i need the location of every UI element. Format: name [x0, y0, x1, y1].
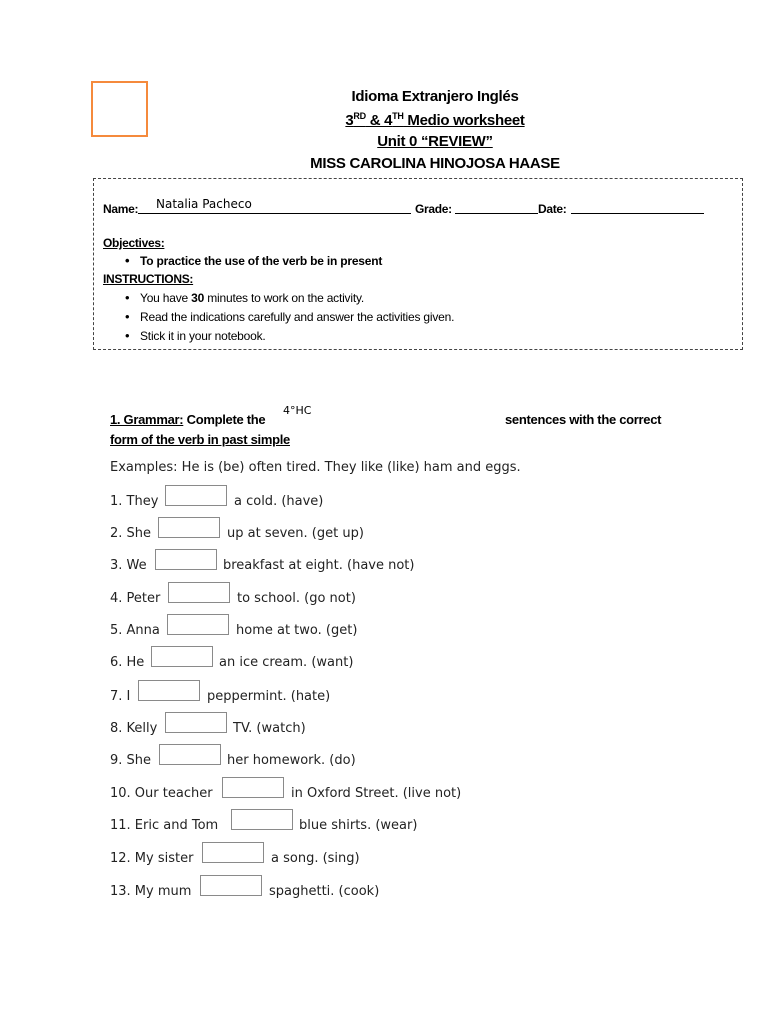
answer-input[interactable]	[138, 680, 200, 701]
sentence-text: 9. She	[110, 753, 152, 768]
answer-input[interactable]	[155, 549, 217, 570]
sentence-text: a song. (sing)	[271, 851, 360, 866]
sentence-text: blue shirts. (wear)	[299, 818, 418, 833]
answer-input[interactable]	[167, 614, 229, 635]
date-field[interactable]	[571, 213, 704, 214]
sentence-text: home at two. (get)	[236, 623, 358, 638]
sentence-text: TV. (watch)	[233, 721, 306, 736]
sentence-text: 12. My sister	[110, 851, 194, 866]
name-value: Natalia Pacheco	[156, 197, 252, 211]
sentence-text: 7. I	[110, 689, 131, 704]
sentence-text: to school. (go not)	[237, 591, 356, 606]
logo-placeholder-box	[91, 81, 148, 137]
header-unit: Unit 0 “REVIEW”	[377, 133, 493, 150]
name-label: Name:	[103, 202, 139, 216]
objectives-list	[94, 254, 694, 273]
objectives-title: Objectives:	[103, 236, 165, 250]
handwritten-annotation: 4°HC	[283, 404, 312, 417]
sentence-text: 3. We	[110, 558, 147, 573]
sentence-text: 10. Our teacher	[110, 786, 213, 801]
sentence-text: up at seven. (get up)	[227, 526, 364, 541]
header-subject: Idioma Extranjero Inglés	[351, 88, 519, 105]
sentence-text: in Oxford Street. (live not)	[291, 786, 462, 801]
answer-input[interactable]	[165, 485, 227, 506]
sentence-text: an ice cream. (want)	[219, 655, 354, 670]
instructions-title: INSTRUCTIONS:	[103, 272, 194, 286]
student-info-box	[93, 178, 743, 350]
answer-input[interactable]	[168, 582, 230, 603]
exercise-title-line2: form of the verb in past simple	[110, 432, 290, 447]
date-label: Date:	[538, 202, 567, 216]
answer-input[interactable]	[151, 646, 213, 667]
sentence-text: 6. He	[110, 655, 145, 670]
header-teacher: MISS CAROLINA HINOJOSA HAASE	[310, 155, 560, 172]
instruction-item: • Read the indications carefully and answer the activities given.	[94, 310, 694, 329]
instructions-list	[94, 291, 694, 348]
sentence-text: peppermint. (hate)	[207, 689, 331, 704]
instruction-item: • Stick it in your notebook.	[94, 329, 694, 348]
sentence-text: 1. They	[110, 494, 159, 509]
sentence-text: 4. Peter	[110, 591, 161, 606]
exercise-title-cont: sentences with the correct	[505, 412, 662, 427]
answer-input[interactable]	[222, 777, 284, 798]
sentence-text: breakfast at eight. (have not)	[223, 558, 415, 573]
answer-input[interactable]	[165, 712, 227, 733]
instruction-item: • You have 30 minutes to work on the activity.	[94, 291, 694, 310]
answer-input[interactable]	[158, 517, 220, 538]
sentence-text: 8. Kelly	[110, 721, 158, 736]
sentence-text: 5. Anna	[110, 623, 160, 638]
sentence-text: spaghetti. (cook)	[269, 884, 380, 899]
grade-field[interactable]	[455, 213, 538, 214]
answer-input[interactable]	[202, 842, 264, 863]
grade-label: Grade:	[415, 202, 452, 216]
header-level: 3RD & 4TH Medio worksheet	[345, 111, 525, 129]
sentence-text: 2. She	[110, 526, 152, 541]
objective-item: • To practice the use of the verb be in present	[94, 254, 694, 273]
answer-input[interactable]	[231, 809, 293, 830]
sentence-text: a cold. (have)	[234, 494, 324, 509]
sentence-text: 13. My mum	[110, 884, 192, 899]
examples-text: Examples: He is (be) often tired. They like (like) ham and eggs.	[110, 460, 521, 475]
exercise-title: 1. Grammar: Complete the	[110, 412, 266, 427]
answer-input[interactable]	[159, 744, 221, 765]
answer-input[interactable]	[200, 875, 262, 896]
sentence-text: 11. Eric and Tom	[110, 818, 219, 833]
sentence-text: her homework. (do)	[227, 753, 356, 768]
name-field[interactable]	[138, 213, 411, 214]
